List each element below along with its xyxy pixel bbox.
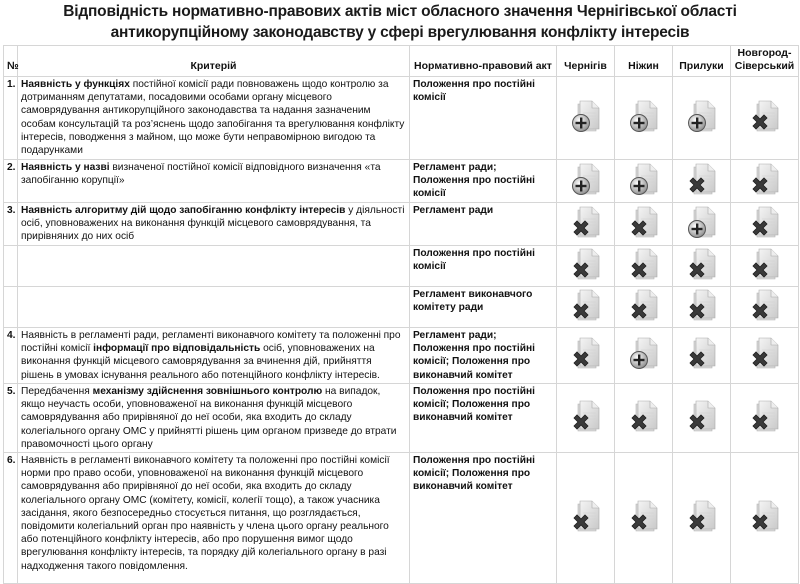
status-cell-nizhyn <box>615 77 673 160</box>
criterion-rest: визначеної постійної комісії відповідного визначення «та запобіганню корупції» <box>21 162 381 187</box>
document-cross-icon <box>569 287 603 323</box>
status-cell-chernihiv <box>557 453 615 584</box>
title-line-1: Відповідність нормативно-правових актів міст обласного значення Чернігівської області <box>63 3 737 20</box>
criterion-rest: осіб, уповноважених на виконання функцій місцевого самоврядування за вчинення дій, прийняття рішень в умовах існування реального або потенційного конфлікту інтересів. <box>21 343 380 381</box>
act-cell: Положення про постійні комісії; Положення про виконавчий комітет <box>410 453 557 584</box>
document-cross-icon <box>627 398 661 434</box>
document-cross-icon <box>627 498 661 534</box>
act-cell: Регламент виконавчого комітету ради <box>410 286 557 327</box>
status-cell-nizhyn <box>615 245 673 286</box>
status-cell-novhorod-siverskyi <box>731 286 799 327</box>
document-plus-icon <box>685 98 719 134</box>
criterion-bold: Наявність у назві <box>21 162 110 173</box>
header-act: Нормативно-правовий акт <box>410 46 557 77</box>
document-cross-icon <box>685 287 719 323</box>
status-cell-novhorod-siverskyi <box>731 328 799 384</box>
header-num: № <box>4 46 18 77</box>
criterion-bold: інформації про відповідальність <box>93 343 261 355</box>
document-cross-icon <box>685 161 719 197</box>
document-cross-icon <box>748 287 782 323</box>
act-cell: Регламент ради; Положення про постійні комісії; Положення про виконавчий комітет <box>410 328 557 384</box>
criterion-rest: Наявність в регламенті виконавчого комітету та положенні про постійні комісії норми про право особи, уповноваженої на виконання функцій місцевого самоврядування або прирівняної до неї особи, яка входить до складу колегіального органу ОМС (комітету, комісії, колегії тощо), а також учасника засідання, якого безпосередньо стосується питання, що розглядається, повідомити колегіальний орган про наявність у члена цього органу реального або потенційного конфлікту інтересів, або про порушення вимог щодо врегулювання конфлікту інтересів, та порядку дій колегіального органу в разі надходження такого повідомлення. <box>21 455 390 572</box>
row-number <box>4 286 18 327</box>
status-cell-novhorod-siverskyi <box>731 77 799 160</box>
header-city-novhorod-siverskyi: Новгород-Сіверський <box>731 46 799 77</box>
criterion-bold: Наявність алгоритму дій щодо запобіганню конфлікту інтересів <box>21 204 346 216</box>
status-cell-nizhyn <box>615 384 673 453</box>
table-row <box>4 202 799 245</box>
act-cell: Регламент ради <box>410 202 557 245</box>
status-cell-pryluky <box>673 286 731 327</box>
status-cell-pryluky <box>673 328 731 384</box>
status-cell-novhorod-siverskyi <box>731 384 799 453</box>
row-number: 5. <box>4 384 18 453</box>
document-plus-icon <box>627 161 661 197</box>
table-row <box>4 245 799 286</box>
status-cell-novhorod-siverskyi <box>731 202 799 245</box>
table-row <box>4 384 799 453</box>
document-cross-icon <box>748 98 782 134</box>
status-cell-pryluky <box>673 77 731 160</box>
document-cross-icon <box>569 398 603 434</box>
act-cell: Положення про постійні комісії <box>410 77 557 160</box>
table-row <box>4 160 799 203</box>
document-cross-icon <box>748 335 782 371</box>
document-cross-icon <box>685 398 719 434</box>
document-cross-icon <box>627 204 661 240</box>
criterion-cell <box>18 202 410 245</box>
criterion-cell <box>18 160 410 203</box>
document-plus-icon <box>569 161 603 197</box>
status-cell-chernihiv <box>557 77 615 160</box>
document-cross-icon <box>748 204 782 240</box>
act-cell: Положення про постійні комісії; Положення про виконавчий комітет <box>410 384 557 453</box>
document-cross-icon <box>569 246 603 282</box>
row-number: 6. <box>4 453 18 584</box>
row-number: 1. <box>4 77 18 160</box>
status-cell-novhorod-siverskyi <box>731 245 799 286</box>
criterion-pre: Наявність в регламенті ради, регламенті виконавчого комітету та положенні про постійні комісії <box>21 330 401 355</box>
status-cell-nizhyn <box>615 202 673 245</box>
document-cross-icon <box>685 246 719 282</box>
header-row <box>4 46 799 77</box>
status-cell-chernihiv <box>557 245 615 286</box>
criterion-cell <box>18 286 410 327</box>
status-cell-pryluky <box>673 453 731 584</box>
criterion-cell <box>18 245 410 286</box>
status-cell-novhorod-siverskyi <box>731 160 799 203</box>
status-cell-chernihiv <box>557 202 615 245</box>
criterion-rest: у діяльності осіб, уповноважених на виконання функцій місцевого самоврядування, та прирівняних до них осіб <box>21 204 405 243</box>
document-cross-icon <box>627 287 661 323</box>
row-number: 3. <box>4 202 18 245</box>
criterion-bold: механізму здійснення зовнішнього контролю <box>92 386 323 398</box>
row-number: 2. <box>4 160 18 203</box>
compliance-table <box>3 45 799 584</box>
document-cross-icon <box>685 335 719 371</box>
table-row <box>4 77 799 160</box>
header-city-pryluky: Прилуки <box>673 46 731 77</box>
row-number: 4. <box>4 328 18 384</box>
document-cross-icon <box>569 204 603 240</box>
document-plus-icon <box>569 98 603 134</box>
table-row <box>4 453 799 584</box>
header-city-nizhyn: Ніжин <box>615 46 673 77</box>
status-cell-nizhyn <box>615 453 673 584</box>
criterion-pre: Передбачення <box>21 386 93 398</box>
document-cross-icon <box>748 246 782 282</box>
criterion-bold: Наявність у функціях <box>21 79 130 90</box>
status-cell-nizhyn <box>615 286 673 327</box>
criterion-rest: постійної комісії ради повноважень щодо контролю за дотриманням депутатами, посадовими особами органу місцевого самоврядування антикорупційного законодавства та надання зазначеним особам консультацій та роз’яснень щодо запобігання та врегулювання конфлікту інтересів, поводження з майном, що може бути неправомірною вигодою та подарунками <box>21 79 405 157</box>
document-cross-icon <box>748 498 782 534</box>
status-cell-chernihiv <box>557 328 615 384</box>
document-cross-icon <box>569 498 603 534</box>
criterion-cell <box>18 384 410 453</box>
document-plus-icon <box>627 98 661 134</box>
document-plus-icon <box>627 335 661 371</box>
criterion-cell <box>18 328 410 384</box>
header-city-chernihiv: Чернігів <box>557 46 615 77</box>
status-cell-pryluky <box>673 245 731 286</box>
title-line-2: антикорупційному законодавству у сфері врегулювання конфлікту інтересів <box>110 24 690 41</box>
status-cell-nizhyn <box>615 160 673 203</box>
status-cell-chernihiv <box>557 160 615 203</box>
document-cross-icon <box>748 161 782 197</box>
status-cell-chernihiv <box>557 286 615 327</box>
act-cell: Положення про постійні комісії <box>410 245 557 286</box>
document-cross-icon <box>748 398 782 434</box>
document-cross-icon <box>569 335 603 371</box>
status-cell-chernihiv <box>557 384 615 453</box>
criterion-cell <box>18 77 410 160</box>
document-cross-icon <box>627 246 661 282</box>
document-cross-icon <box>685 498 719 534</box>
table-row <box>4 286 799 327</box>
status-cell-nizhyn <box>615 328 673 384</box>
status-cell-novhorod-siverskyi <box>731 453 799 584</box>
status-cell-pryluky <box>673 202 731 245</box>
header-criterion: Критерій <box>18 46 410 77</box>
row-number <box>4 245 18 286</box>
criterion-cell <box>18 453 410 584</box>
status-cell-pryluky <box>673 384 731 453</box>
act-cell: Регламент ради; Положення про постійні комісії <box>410 160 557 203</box>
page-title <box>0 0 800 45</box>
status-cell-pryluky <box>673 160 731 203</box>
document-plus-icon <box>685 204 719 240</box>
table-row <box>4 328 799 384</box>
criterion-rest: на випадок, якщо неучасть особи, уповноваженої на виконання функцій місцевого самоврядування або прирівняної до неї особи, яка входить до складу колегіального органу ОМС у прийнятті рішень цим органом призведе до втрати правомочності цього органу <box>21 386 397 450</box>
